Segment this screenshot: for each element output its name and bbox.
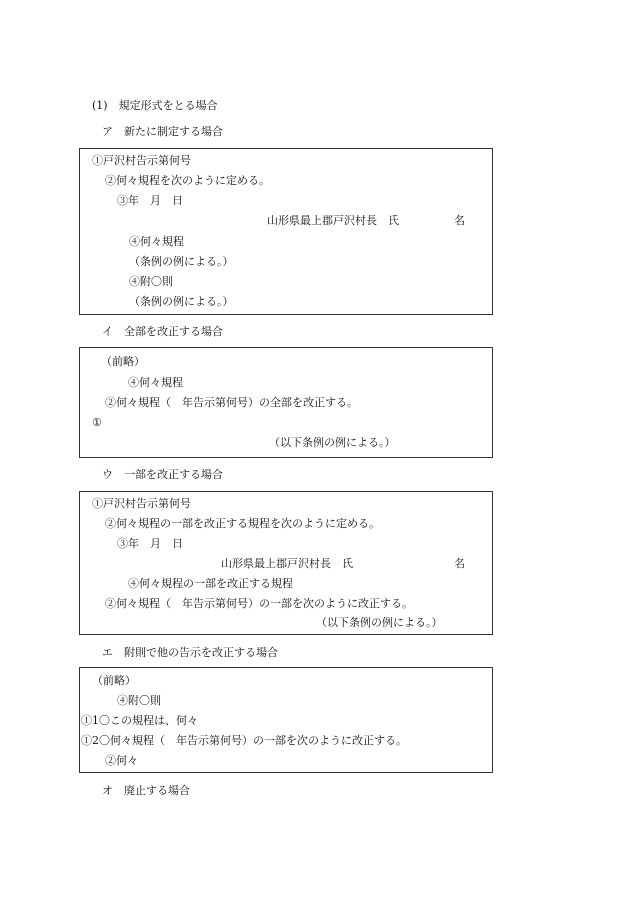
section-label-e: エ 附則で他の告示を改正する場合 (102, 646, 278, 659)
enactment-text: ②何々規程を次のように定める。 (105, 174, 270, 187)
page-heading: (1) 規定形式をとる場合 (92, 99, 218, 112)
note-text: （以下条例の例による。） (269, 436, 396, 449)
date-line: ③年 月 日 (117, 537, 183, 550)
provision-text: ②何々 (105, 754, 138, 767)
amendment-text: ②何々規程（ 年告示第何号）の一部を次のように改正する。 (105, 597, 413, 610)
marker-1: ① (92, 416, 102, 429)
regulation-title: ④何々規程 (128, 376, 183, 389)
enactment-text: ②何々規程の一部を改正する規程を次のように定める。 (105, 517, 380, 530)
example-box-e (79, 667, 493, 773)
amendment-text: ②何々規程（ 年告示第何号）の全部を改正する。 (105, 396, 358, 409)
supplementary-title: ④附〇則 (117, 694, 161, 707)
mayor-name-suffix: 名 (454, 214, 465, 227)
note-text: （条例の例による。） (129, 295, 234, 308)
omission-note: （前略） (101, 355, 145, 368)
example-box-a (79, 148, 493, 315)
mayor-title: 山形県最上郡戸沢村長 氏 (267, 214, 399, 227)
section-label-u: ウ 一部を改正する場合 (102, 468, 223, 481)
regulation-title: ④何々規程 (129, 235, 184, 248)
note-text: （以下条例の例による。） (316, 616, 443, 629)
regulation-title: ④何々規程の一部を改正する規程 (128, 577, 293, 590)
notice-number: ①戸沢村告示第何号 (92, 497, 191, 510)
notice-number: ①戸沢村告示第何号 (92, 154, 191, 167)
example-box-u (79, 491, 493, 635)
section-label-a: ア 新たに制定する場合 (102, 125, 223, 138)
note-text: （条例の例による。） (129, 255, 234, 268)
supplementary-title: ④附〇則 (129, 275, 173, 288)
section-label-i: イ 全部を改正する場合 (102, 325, 223, 338)
mayor-name-suffix: 名 (454, 557, 465, 570)
mayor-title: 山形県最上郡戸沢村長 氏 (221, 557, 353, 570)
provision-1: ①1〇この規程は、何々 (81, 714, 198, 727)
section-label-o: オ 廃止する場合 (102, 784, 190, 797)
example-box-i (79, 347, 493, 458)
date-line: ③年 月 日 (117, 194, 183, 207)
provision-2: ①2〇何々規程（ 年告示第何号）の一部を次のように改正する。 (81, 734, 407, 747)
omission-note: （前略） (92, 674, 136, 687)
